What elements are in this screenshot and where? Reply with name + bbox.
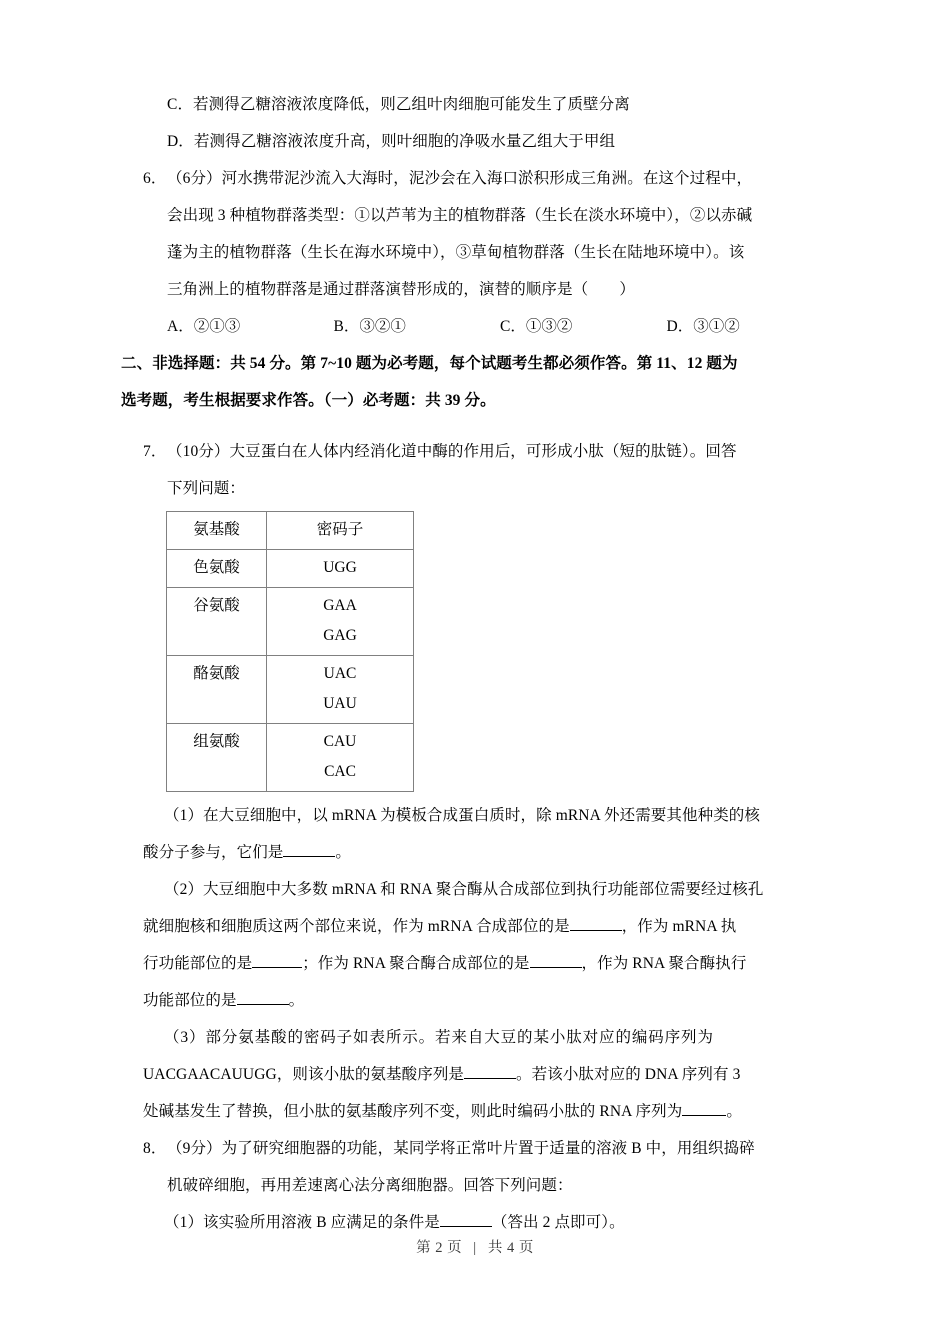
codon-stack bbox=[267, 727, 413, 787]
codon-value: UAU bbox=[323, 695, 357, 712]
answer-blank[interactable] bbox=[464, 1078, 516, 1079]
q7-sub2-line3-text: 行功能部位的是 bbox=[143, 955, 253, 972]
page-footer bbox=[0, 1236, 950, 1257]
q6-option-a[interactable] bbox=[167, 308, 334, 345]
footer-total-unit: 页 bbox=[518, 1240, 534, 1256]
q6-options-row bbox=[143, 308, 833, 345]
answer-blank[interactable] bbox=[530, 967, 582, 968]
codon-value: GAG bbox=[323, 627, 357, 644]
q7-sub2-line2 bbox=[143, 908, 833, 945]
codon-value: UAC bbox=[323, 665, 357, 682]
answer-blank[interactable] bbox=[237, 1004, 289, 1005]
q7-stem-line2: 下列问题： bbox=[167, 480, 246, 497]
q8-sub1-end: （答出 2 点即可）。 bbox=[491, 1214, 625, 1231]
q7-sub3-line2-text: UACGAACAUUGG，则该小肽的氨基酸序列是 bbox=[143, 1066, 465, 1083]
q7-sub2-line4 bbox=[143, 982, 833, 1019]
table-header-row bbox=[167, 512, 414, 550]
q6-option-c[interactable] bbox=[500, 308, 667, 345]
q7-sub3-line2 bbox=[143, 1056, 833, 1093]
q6-option-c-letter: C． bbox=[500, 318, 526, 335]
section-heading-line1: 二、非选择题：共 54 分。第 7~10 题为必考题，每个试题考生都必须作答。第 11、12 题为 bbox=[121, 355, 738, 372]
q7-sub1-line2 bbox=[143, 834, 833, 871]
q6-option-b[interactable] bbox=[334, 308, 501, 345]
amino-acid-name: 组氨酸 bbox=[167, 724, 267, 792]
table-row bbox=[167, 724, 414, 792]
section-heading-line2: 选考题，考生根据要求作答。（一）必考题：共 39 分。 bbox=[121, 392, 496, 409]
q7-sub3-line1: （3）部分氨基酸的密码子如表所示。若来自大豆的某小肽对应的编码序列为 bbox=[164, 1029, 714, 1046]
q7-sub1-line2-text: 酸分子参与，它们是 bbox=[143, 844, 284, 861]
q7-number: 7． bbox=[143, 443, 167, 460]
codon-cell bbox=[267, 724, 414, 792]
q7-sub2-line4-end: 。 bbox=[288, 992, 305, 1009]
q5-option-c: C．若测得乙糖溶液浓度降低，则乙组叶肉细胞可能发生了质壁分离 bbox=[167, 96, 630, 113]
q7-sub1-line2-end: 。 bbox=[335, 844, 352, 861]
page-content bbox=[121, 86, 833, 1241]
codon-table bbox=[166, 511, 414, 792]
footer-page-unit: 页 bbox=[447, 1240, 463, 1256]
codon-cell bbox=[267, 550, 414, 588]
q7-sub1-line1: （1）在大豆细胞中，以 mRNA 为模板合成蛋白质时，除 mRNA 外还需要其他种类的核 bbox=[164, 807, 761, 824]
answer-blank[interactable] bbox=[283, 856, 335, 857]
codon-value: GAA bbox=[323, 597, 357, 614]
footer-separator: | bbox=[473, 1240, 477, 1256]
table-row bbox=[167, 588, 414, 656]
q7-sub3-line3-end: 。 bbox=[726, 1103, 742, 1120]
q7-sub2-line2-text: 就细胞核和细胞质这两个部位来说，作为 mRNA 合成部位的是 bbox=[143, 918, 570, 935]
q8-text-line1: （9分）为了研究细胞器的功能，某同学将正常叶片置于适量的溶液 B 中，用组织捣碎 bbox=[167, 1140, 755, 1157]
table-header-codon: 密码子 bbox=[267, 512, 414, 550]
footer-total-pages: 4 bbox=[506, 1240, 515, 1256]
q7-stem-line1 bbox=[143, 433, 833, 470]
codon-stack bbox=[267, 659, 413, 719]
q6-text-line1: （6分）河水携带泥沙流入大海时，泥沙会在入海口淤积形成三角洲。在这个过程中， bbox=[167, 170, 753, 187]
q7-sub2-line1: （2）大豆细胞中大多数 mRNA 和 RNA 聚合酶从合成部位到执行功能部位需要经过核孔 bbox=[164, 881, 764, 898]
codon-value: CAU bbox=[323, 733, 357, 750]
codon-value: UGG bbox=[323, 559, 357, 576]
q7-sub3-line3-text: 处碱基发生了替换，但小肽的氨基酸序列不变，则此时编码小肽的 RNA 序列为 bbox=[143, 1103, 683, 1120]
codon-stack bbox=[267, 553, 413, 583]
q6-stem-line4: 三角洲上的植物群落是通过群落演替形成的，演替的顺序是（ ） bbox=[167, 281, 636, 298]
q6-option-a-letter: A． bbox=[167, 318, 194, 335]
q8-stem-line1 bbox=[143, 1130, 833, 1167]
q7-sub2-line3 bbox=[143, 945, 833, 982]
footer-page-prefix: 第 bbox=[416, 1240, 432, 1256]
q7-sub2-line4-text: 功能部位的是 bbox=[143, 992, 237, 1009]
q6-stem-line2: 会出现 3 种植物群落类型：①以芦苇为主的植物群落（生长在淡水环境中），②以赤碱 bbox=[167, 207, 753, 224]
q6-option-c-value: ①③② bbox=[525, 318, 573, 335]
q7-sub3-line2-end: 。若该小肽对应的 DNA 序列有 3 bbox=[516, 1066, 741, 1083]
codon-cell bbox=[267, 656, 414, 724]
footer-total-prefix: 共 bbox=[487, 1240, 503, 1256]
amino-acid-name: 酪氨酸 bbox=[167, 656, 267, 724]
q6-number: 6． bbox=[143, 170, 167, 187]
codon-table-wrapper bbox=[143, 511, 833, 792]
q6-option-a-value: ②①③ bbox=[193, 318, 241, 335]
codon-stack bbox=[267, 591, 413, 651]
footer-page-number: 2 bbox=[435, 1240, 444, 1256]
q6-option-d[interactable] bbox=[667, 308, 834, 345]
q6-stem-line1 bbox=[143, 160, 833, 197]
amino-acid-name: 色氨酸 bbox=[167, 550, 267, 588]
q8-sub1-text: （1）该实验所用溶液 B 应满足的条件是 bbox=[164, 1214, 440, 1231]
q5-option-d: D．若测得乙糖溶液浓度升高，则叶细胞的净吸水量乙组大于甲组 bbox=[167, 133, 616, 150]
answer-blank[interactable] bbox=[440, 1226, 492, 1227]
q6-option-b-letter: B． bbox=[333, 318, 360, 335]
q7-sub2-line3-mid: ；作为 RNA 聚合酶合成部位的是 bbox=[302, 955, 530, 972]
table-row bbox=[167, 656, 414, 724]
answer-blank[interactable] bbox=[682, 1115, 726, 1116]
table-header-amino-acid: 氨基酸 bbox=[167, 512, 267, 550]
q6-option-b-value: ③②① bbox=[359, 318, 406, 335]
codon-value: CAC bbox=[324, 763, 356, 780]
amino-acid-name: 谷氨酸 bbox=[167, 588, 267, 656]
answer-blank[interactable] bbox=[570, 930, 622, 931]
q7-sub2-line3-end: ，作为 RNA 聚合酶执行 bbox=[581, 955, 747, 972]
q6-option-d-letter: D． bbox=[666, 318, 694, 335]
q6-stem-line3: 蓬为主的植物群落（生长在海水环境中），③草甸植物群落（生长在陆地环境中）。该 bbox=[167, 244, 745, 261]
table-row bbox=[167, 550, 414, 588]
answer-blank[interactable] bbox=[252, 967, 302, 968]
codon-cell bbox=[267, 588, 414, 656]
q7-sub3-line3 bbox=[143, 1093, 833, 1130]
q6-option-d-value: ③①② bbox=[693, 318, 740, 335]
q7-sub2-line2-end: ，作为 mRNA 执 bbox=[621, 918, 737, 935]
q8-stem-line2: 机破碎细胞，再用差速离心法分离细胞器。回答下列问题： bbox=[167, 1177, 573, 1194]
q7-text-line1: （10分）大豆蛋白在人体内经消化道中酶的作用后，可形成小肽（短的肽链）。回答 bbox=[167, 443, 737, 460]
q8-number: 8． bbox=[143, 1140, 167, 1157]
